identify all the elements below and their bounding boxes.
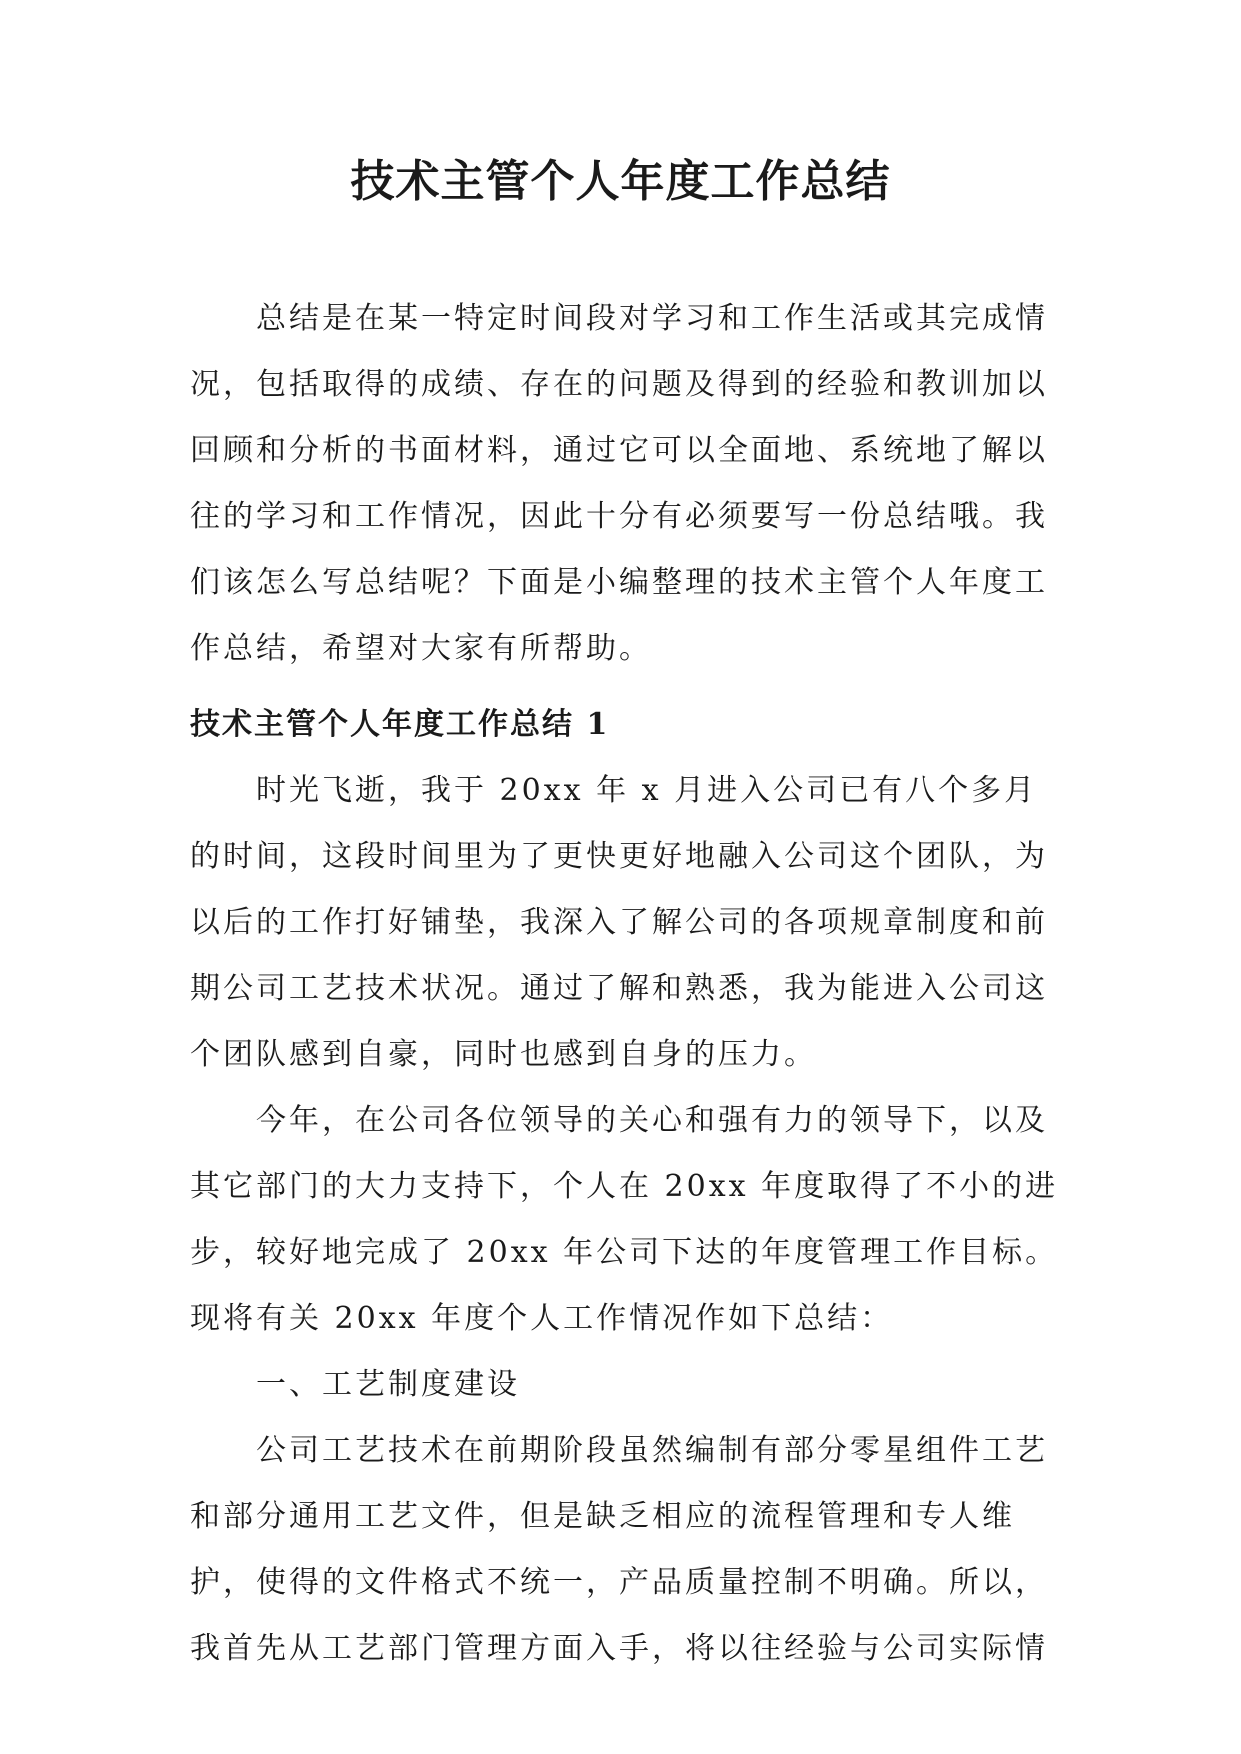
subsection-heading: 一、工艺制度建设 — [256, 1367, 520, 1402]
body-paragraph: 今年，在公司各位领导的关心和强有力的领导下，以及其它部门的大力支持下，个人在 20xx 年度取得了不小的进步，较好地完成了 20xx 年公司下达的年度管理工作目标。现将有关 20xx 年度个人工作情况作如下总结： — [190, 1103, 1059, 1336]
body-paragraph: 时光飞逝，我于 20xx 年 x 月进入公司已有八个多月的时间，这段时间里为了更快更好地融入公司这个团队，为以后的工作打好铺垫，我深入了解公司的各项规章制度和前期公司工艺技术状况。通过了解和熟悉，我为能进入公司这个团队感到自豪，同时也感到自身的压力。 — [190, 773, 1048, 1072]
section-body — [190, 758, 1070, 1682]
body-paragraph: 公司工艺技术在前期阶段虽然编制有部分零星组件工艺和部分通用工艺文件，但是缺乏相应的流程管理和专人维护，使得的文件格式不统一，产品质量控制不明确。所以，我首先从工艺部门管理方面入手，将以往经验与公司实际情 — [190, 1433, 1048, 1666]
intro-paragraph: 总结是在某一特定时间段对学习和工作生活或其完成情况，包括取得的成绩、存在的问题及得到的经验和教训加以回顾和分析的书面材料，通过它可以全面地、系统地了解以往的学习和工作情况，因此十分有必须要写一份总结哦。我们该怎么写总结呢？下面是小编整理的技术主管个人年度工作总结，希望对大家有所帮助。 — [190, 301, 1048, 666]
document-title: 技术主管个人年度工作总结 — [350, 156, 891, 207]
section-heading: 技术主管个人年度工作总结 1 — [190, 707, 610, 742]
